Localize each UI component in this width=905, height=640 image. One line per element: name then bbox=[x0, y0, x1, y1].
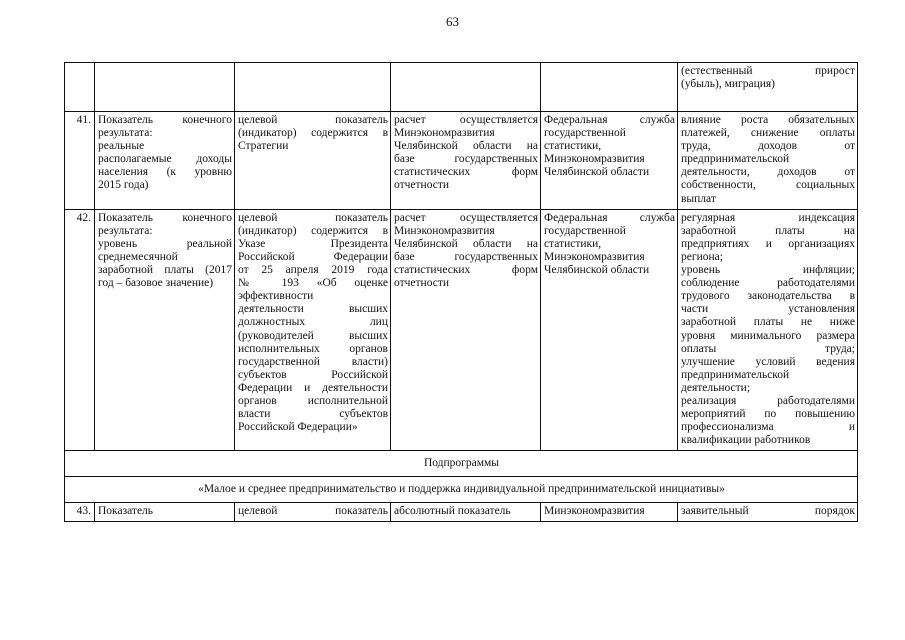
cell-line: реальные bbox=[98, 140, 145, 153]
cell-line: региона; bbox=[681, 250, 723, 263]
cell-line: влияние роста обязательных bbox=[681, 114, 855, 126]
table-row bbox=[65, 112, 858, 210]
indicator-source bbox=[235, 209, 391, 451]
cell-line: (индикатор) содержится в bbox=[238, 224, 388, 237]
cell-line: от 25 апреля 2019 года bbox=[238, 264, 388, 277]
cell-line: Указе Президента bbox=[238, 237, 388, 250]
cell-line: целевой показатель bbox=[238, 114, 388, 126]
cell-line: квалификации работников bbox=[681, 434, 811, 447]
cell-indicator bbox=[95, 63, 235, 112]
cell-line: Федеральная служба bbox=[544, 114, 675, 126]
cell-factors bbox=[678, 63, 858, 112]
cell-line: (убыль), миграция) bbox=[681, 78, 775, 91]
cell-line: статистики, bbox=[544, 237, 602, 250]
cell-line: отчетности bbox=[394, 277, 450, 290]
cell-line: предпринимательской bbox=[681, 368, 790, 381]
cell-line: среднемесячной bbox=[98, 250, 178, 263]
cell-line: профессионализма и bbox=[681, 421, 855, 434]
cell-line: деятельности; bbox=[681, 381, 751, 394]
cell-line: результата: bbox=[98, 224, 153, 237]
cell-line: Минэкономразвития bbox=[544, 153, 645, 166]
cell-line: (индикатор) содержится в bbox=[238, 127, 388, 140]
cell-line: выплат bbox=[681, 192, 716, 205]
cell-line: Челябинской области bbox=[544, 264, 650, 277]
cell-line: статистических форм bbox=[394, 166, 538, 179]
cell-line: Российской Федерации» bbox=[238, 421, 358, 434]
cell-line: регулярная индексация bbox=[681, 211, 855, 224]
cell-line: уровень инфляции; bbox=[681, 264, 855, 277]
cell-line: оплаты труда; bbox=[681, 342, 855, 355]
cell-line: Минэкономразвития bbox=[544, 250, 645, 263]
page-number: 63 bbox=[446, 14, 459, 29]
cell-line: Федеральная служба bbox=[544, 211, 675, 224]
cell-line: № 193 «Об оценке bbox=[238, 277, 388, 290]
cell-line: заработной платы на bbox=[681, 224, 855, 237]
cell-method bbox=[391, 63, 541, 112]
cell-line: власти субъектов bbox=[238, 408, 388, 421]
cell-line: располагаемые доходы bbox=[98, 153, 232, 166]
influencing-factors bbox=[678, 209, 858, 451]
cell-line: Минэкономразвития bbox=[394, 224, 495, 237]
cell-line: населения (к уровню bbox=[98, 166, 232, 179]
cell-num bbox=[65, 63, 95, 112]
cell-line: Челябинской области bbox=[544, 166, 650, 179]
cell-line: предприятиях и организациях bbox=[681, 237, 855, 250]
section-title: Подпрограммы bbox=[65, 451, 858, 477]
cell-line: субъектов Российской bbox=[238, 368, 388, 381]
cell-line: улучшение условий ведения bbox=[681, 355, 855, 368]
cell-line: 2015 года) bbox=[98, 179, 149, 192]
cell-line: реализация работодателями bbox=[681, 394, 855, 407]
cell-line: деятельности, доходов от bbox=[681, 166, 855, 179]
cell-line: трудового законодательства в bbox=[681, 290, 855, 303]
cell-line: Стратегии bbox=[238, 140, 289, 153]
cell-line: государственной bbox=[544, 127, 626, 140]
cell-line: труда, доходов от bbox=[681, 140, 855, 153]
cell-line: уровня минимального размера bbox=[681, 329, 855, 342]
indicator-name bbox=[95, 209, 235, 451]
cell-line: Челябинской области на bbox=[394, 140, 538, 153]
cell-line: расчет осуществляется bbox=[394, 114, 538, 126]
indicator-name: Показатель bbox=[95, 503, 235, 522]
cell-line: платежей, снижение оплаты bbox=[681, 127, 855, 140]
cell-line: базе государственных bbox=[394, 250, 538, 263]
cell-line: (руководителей высших bbox=[238, 329, 388, 342]
responsible-body: Минэкономразвития bbox=[541, 503, 678, 522]
cell-line: государственной bbox=[544, 224, 626, 237]
cell-line: эффективности bbox=[238, 290, 314, 303]
subsection-row bbox=[65, 477, 858, 503]
influencing-factors bbox=[678, 112, 858, 210]
cell-line: соблюдение работодателями bbox=[681, 277, 855, 290]
row-number: 43. bbox=[65, 503, 95, 522]
cell-line: Челябинской области на bbox=[394, 237, 538, 250]
cell-line: статистических форм bbox=[394, 264, 538, 277]
cell-line: предпринимательской bbox=[681, 153, 790, 166]
calculation-method bbox=[391, 209, 541, 451]
lines bbox=[681, 65, 855, 91]
cell-line: части установления bbox=[681, 303, 855, 316]
cell-line: уровень реальной bbox=[98, 237, 232, 250]
cell-source bbox=[235, 63, 391, 112]
cell-line: целевой показатель bbox=[238, 211, 388, 224]
cell-line: Показатель конечного bbox=[98, 114, 232, 126]
responsible-body bbox=[541, 209, 678, 451]
cell-line: мероприятий по повышению bbox=[681, 408, 855, 421]
subsection-title: «Малое и среднее предпринимательство и поддержка индивидуальной предпринимательской инициативы» bbox=[65, 477, 858, 503]
cell-line: государственной власти) bbox=[238, 355, 388, 368]
cell-line: результата: bbox=[98, 127, 153, 140]
cell-line: исполнительных органов bbox=[238, 342, 388, 355]
cell-line: заработной платы (2017 bbox=[98, 264, 232, 277]
cell-line: органов исполнительной bbox=[238, 394, 388, 407]
cell-line: Минэкономразвития bbox=[394, 127, 495, 140]
cell-line: год – базовое значение) bbox=[98, 277, 214, 290]
cell-line: Показатель конечного bbox=[98, 211, 232, 224]
cell-line: базе государственных bbox=[394, 153, 538, 166]
indicators-table bbox=[64, 62, 858, 522]
influencing-factors: заявительный порядок bbox=[678, 503, 858, 522]
calculation-method: абсолютный показатель bbox=[391, 503, 541, 522]
continuation-row bbox=[65, 63, 858, 112]
cell-line: заработной платы не ниже bbox=[681, 316, 855, 329]
cell-responsible bbox=[541, 63, 678, 112]
cell-line: деятельности высших bbox=[238, 303, 388, 316]
cell-line: расчет осуществляется bbox=[394, 211, 538, 224]
indicator-name bbox=[95, 112, 235, 210]
responsible-body bbox=[541, 112, 678, 210]
row-number: 41. bbox=[65, 112, 95, 210]
section-row bbox=[65, 451, 858, 477]
cell-line: отчетности bbox=[394, 179, 450, 192]
cell-line: должностных лиц bbox=[238, 316, 388, 329]
row-number: 42. bbox=[65, 209, 95, 451]
table-row bbox=[65, 503, 858, 522]
cell-line: Федерации и деятельности bbox=[238, 381, 388, 394]
cell-line: статистики, bbox=[544, 140, 602, 153]
cell-line: собственности, социальных bbox=[681, 179, 855, 192]
cell-line: Российской Федерации bbox=[238, 250, 388, 263]
cell-line: (естественный прирост bbox=[681, 65, 855, 77]
table-row bbox=[65, 209, 858, 451]
calculation-method bbox=[391, 112, 541, 210]
indicator-source: целевой показатель bbox=[235, 503, 391, 522]
indicator-source bbox=[235, 112, 391, 210]
